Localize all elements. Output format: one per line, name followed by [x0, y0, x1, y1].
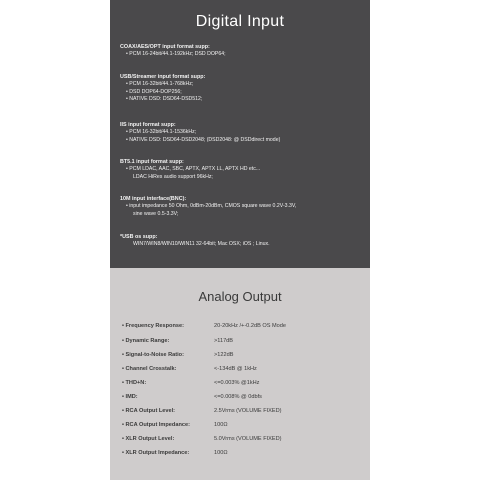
spec-line: • PCM 16-32bit/44.1-768kHz;: [126, 81, 194, 88]
spec-line: LDAC HiRes audio support 96kHz;: [133, 173, 213, 180]
spec-section-heading: IIS input format supp:: [120, 122, 176, 128]
spec-section-iis: [120, 122, 366, 144]
spec-row-value: 20-20kHz /+-0.2dB OS Mode: [214, 323, 286, 329]
spec-section-coax: [120, 44, 366, 59]
spec-section-bt: [120, 159, 366, 181]
spec-row: [122, 321, 362, 331]
spec-row-value: <=0.003% @1kHz: [214, 380, 260, 386]
spec-line: • PCM LDAC, AAC, SBC, APTX, APTX LL, APTX HD etc...: [126, 166, 261, 173]
spec-line: sine wave 0.5-3.3V;: [133, 210, 179, 217]
spec-row-value: <-134dB @ 1kHz: [214, 366, 257, 372]
spec-row: [122, 420, 362, 430]
spec-row-label: • RCA Output Level:: [122, 408, 176, 414]
spec-section-bnc: [120, 196, 366, 218]
spec-section-usb: [120, 74, 366, 104]
spec-row-value: <=0.008% @ 0dbfs: [214, 394, 262, 400]
spec-section-heading: USB/Streamer input format supp:: [120, 74, 206, 80]
spec-row-value: 100Ω: [214, 422, 228, 428]
spec-row-label: • IMD:: [122, 394, 138, 400]
digital-input-title: Digital Input: [195, 13, 285, 30]
spec-section-heading: *USB os supp:: [120, 234, 158, 240]
spec-row-label: • THD+N:: [122, 380, 147, 386]
spec-line: • NATIVE DSD: DSD64-DSD2048; (DSD2048: @ DSDdirect mode): [126, 136, 281, 143]
spec-row-value: >117dB: [214, 338, 234, 344]
spec-line: WIN7/WIN8/WIN10/WIN11 32-64bit; Mac OSX; iOS ; Linux.: [133, 241, 270, 248]
spec-row: [122, 448, 362, 458]
spec-row: [122, 378, 362, 388]
spec-section-heading: COAX/AES/OPT input format supp:: [120, 44, 210, 50]
spec-line: • DSD DOP64-DOP256;: [126, 88, 182, 95]
spec-row-label: • XLR Output Impedance:: [122, 450, 190, 456]
spec-row: [122, 336, 362, 346]
digital-input-panel: [110, 0, 370, 268]
spec-row-label: • Signal-to-Noise Ratio:: [122, 352, 184, 358]
spec-line: • NATIVE DSD: DSD64-DSD512;: [126, 96, 203, 103]
spec-row-value: >122dB: [214, 352, 234, 358]
spec-row: [122, 392, 362, 402]
spec-row-value: 2.5Vrms (VOLUME FIXED): [214, 408, 282, 414]
spec-section-heading: BT5.1 input format supp:: [120, 159, 184, 165]
spec-row: [122, 350, 362, 360]
spec-row: [122, 406, 362, 416]
spec-row-label: • RCA Output Impedance:: [122, 422, 190, 428]
spec-row-label: • Frequency Response:: [122, 323, 184, 329]
spec-row: [122, 434, 362, 444]
spec-row-label: • Dynamic Range:: [122, 338, 170, 344]
spec-section-heading: 10M input interface(BNC):: [120, 196, 187, 202]
spec-row-value: 100Ω: [214, 450, 228, 456]
analog-output-title: Analog Output: [198, 289, 282, 304]
spec-section-usb-os: [120, 234, 366, 249]
spec-line: • PCM 16-24bit/44.1-192kHz; DSD DOP64;: [126, 51, 226, 58]
spec-row-value: 5.0Vrms (VOLUME FIXED): [214, 436, 282, 442]
spec-row: [122, 364, 362, 374]
spec-line: • input impedance 50 Ohm, 0dBm-20dBm, CMOS square wave 0.2V-3.3V,: [126, 203, 297, 210]
spec-row-label: • Channel Crosstalk:: [122, 366, 177, 372]
spec-line: • PCM 16-32bit/44.1-1536kHz;: [126, 129, 197, 136]
spec-row-label: • XLR Output Level:: [122, 436, 175, 442]
analog-output-panel: [110, 268, 370, 480]
